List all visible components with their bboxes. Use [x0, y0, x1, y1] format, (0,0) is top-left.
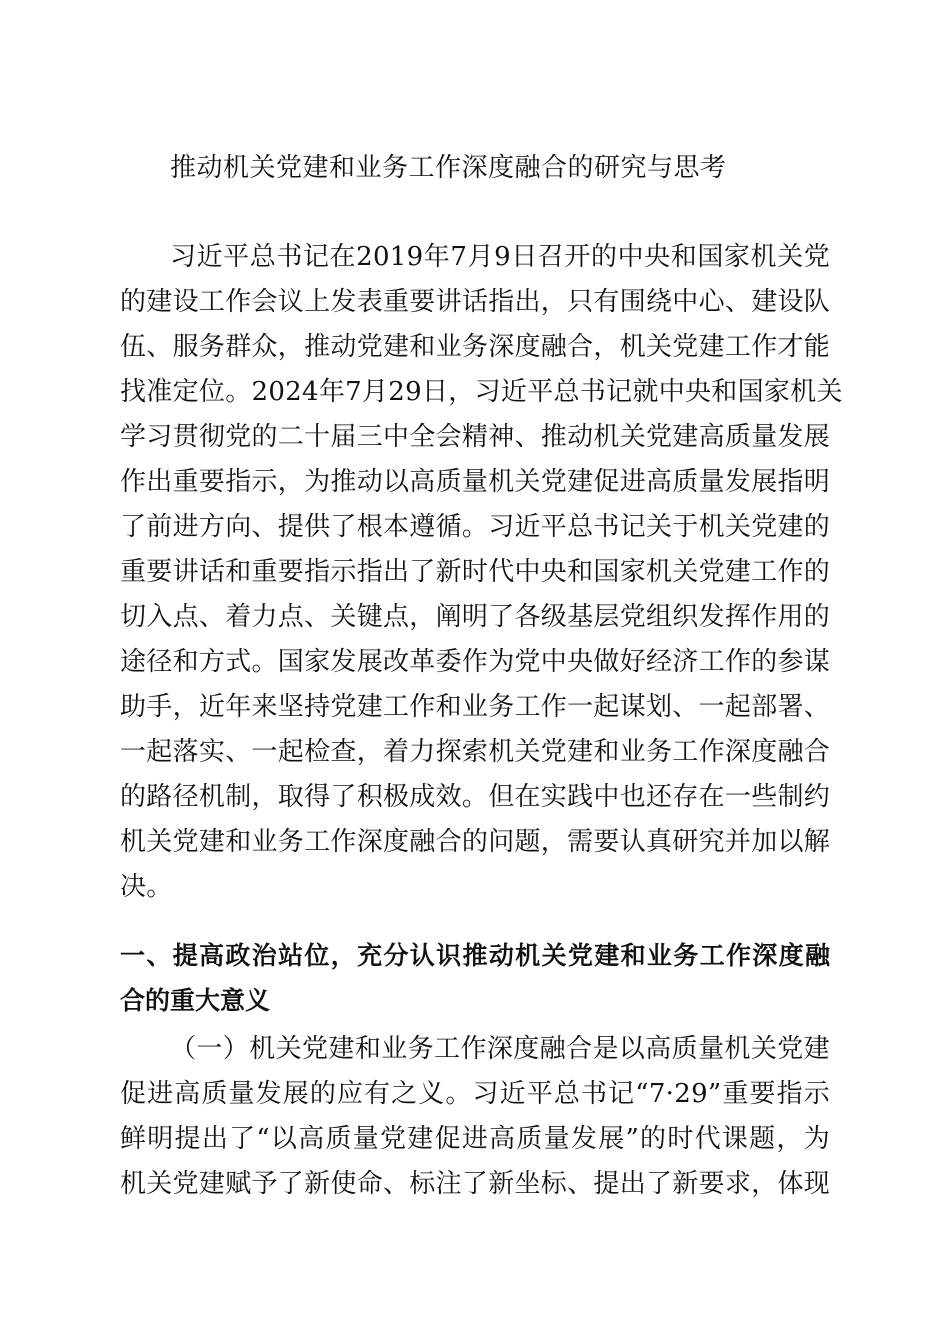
- section-line: 促进高质量发展的应有之义。习近平总书记“7·29”重要指示: [120, 1079, 830, 1109]
- intro-line: 学习贯彻党的二十届三中全会精神、推动机关党建高质量发展: [120, 422, 831, 452]
- intro-line: 作出重要指示，为推动以高质量机关党建促进高质量发展指明: [120, 467, 831, 497]
- intro-line: 切入点、着力点、关键点，阐明了各级基层党组织发挥作用的: [120, 602, 831, 632]
- intro-line: 机关党建和业务工作深度融合的问题，需要认真研究并加以解: [120, 827, 831, 857]
- section-heading-line: 一、提高政治站位，充分认识推动机关党建和业务工作深度融: [120, 941, 830, 970]
- section-heading-line: 合的重大意义: [120, 986, 271, 1015]
- intro-line: 途径和方式。国家发展改革委作为党中央做好经济工作的参谋: [120, 647, 831, 677]
- intro-line: 重要讲话和重要指示指出了新时代中央和国家机关党建工作的: [120, 557, 831, 587]
- intro-line: 找准定位。2024年7月29日，习近平总书记就中央和国家机关: [120, 377, 843, 407]
- section-line: 鲜明提出了“以高质量党建促进高质量发展”的时代课题，为: [120, 1124, 830, 1154]
- section-line: （一）机关党建和业务工作深度融合是以高质量机关党建: [170, 1034, 830, 1064]
- intro-line: 的建设工作会议上发表重要讲话指出，只有围绕中心、建设队: [120, 287, 831, 317]
- intro-line: 伍、服务群众，推动党建和业务深度融合，机关党建工作才能: [120, 332, 831, 362]
- intro-line: 的路径机制，取得了积极成效。但在实践中也还存在一些制约: [120, 782, 831, 812]
- document-title: 推动机关党建和业务工作深度融合的研究与思考: [170, 153, 727, 183]
- intro-line: 一起落实、一起检查，着力探索机关党建和业务工作深度融合: [120, 737, 831, 767]
- intro-line: 决。: [120, 872, 173, 902]
- section-line: 机关党建赋予了新使命、标注了新坐标、提出了新要求，体现: [120, 1169, 831, 1199]
- intro-line: 习近平总书记在2019年7月9日召开的中央和国家机关党: [170, 242, 830, 272]
- intro-line: 助手，近年来坚持党建工作和业务工作一起谋划、一起部署、: [120, 692, 831, 722]
- intro-line: 了前进方向、提供了根本遵循。习近平总书记关于机关党建的: [120, 512, 831, 542]
